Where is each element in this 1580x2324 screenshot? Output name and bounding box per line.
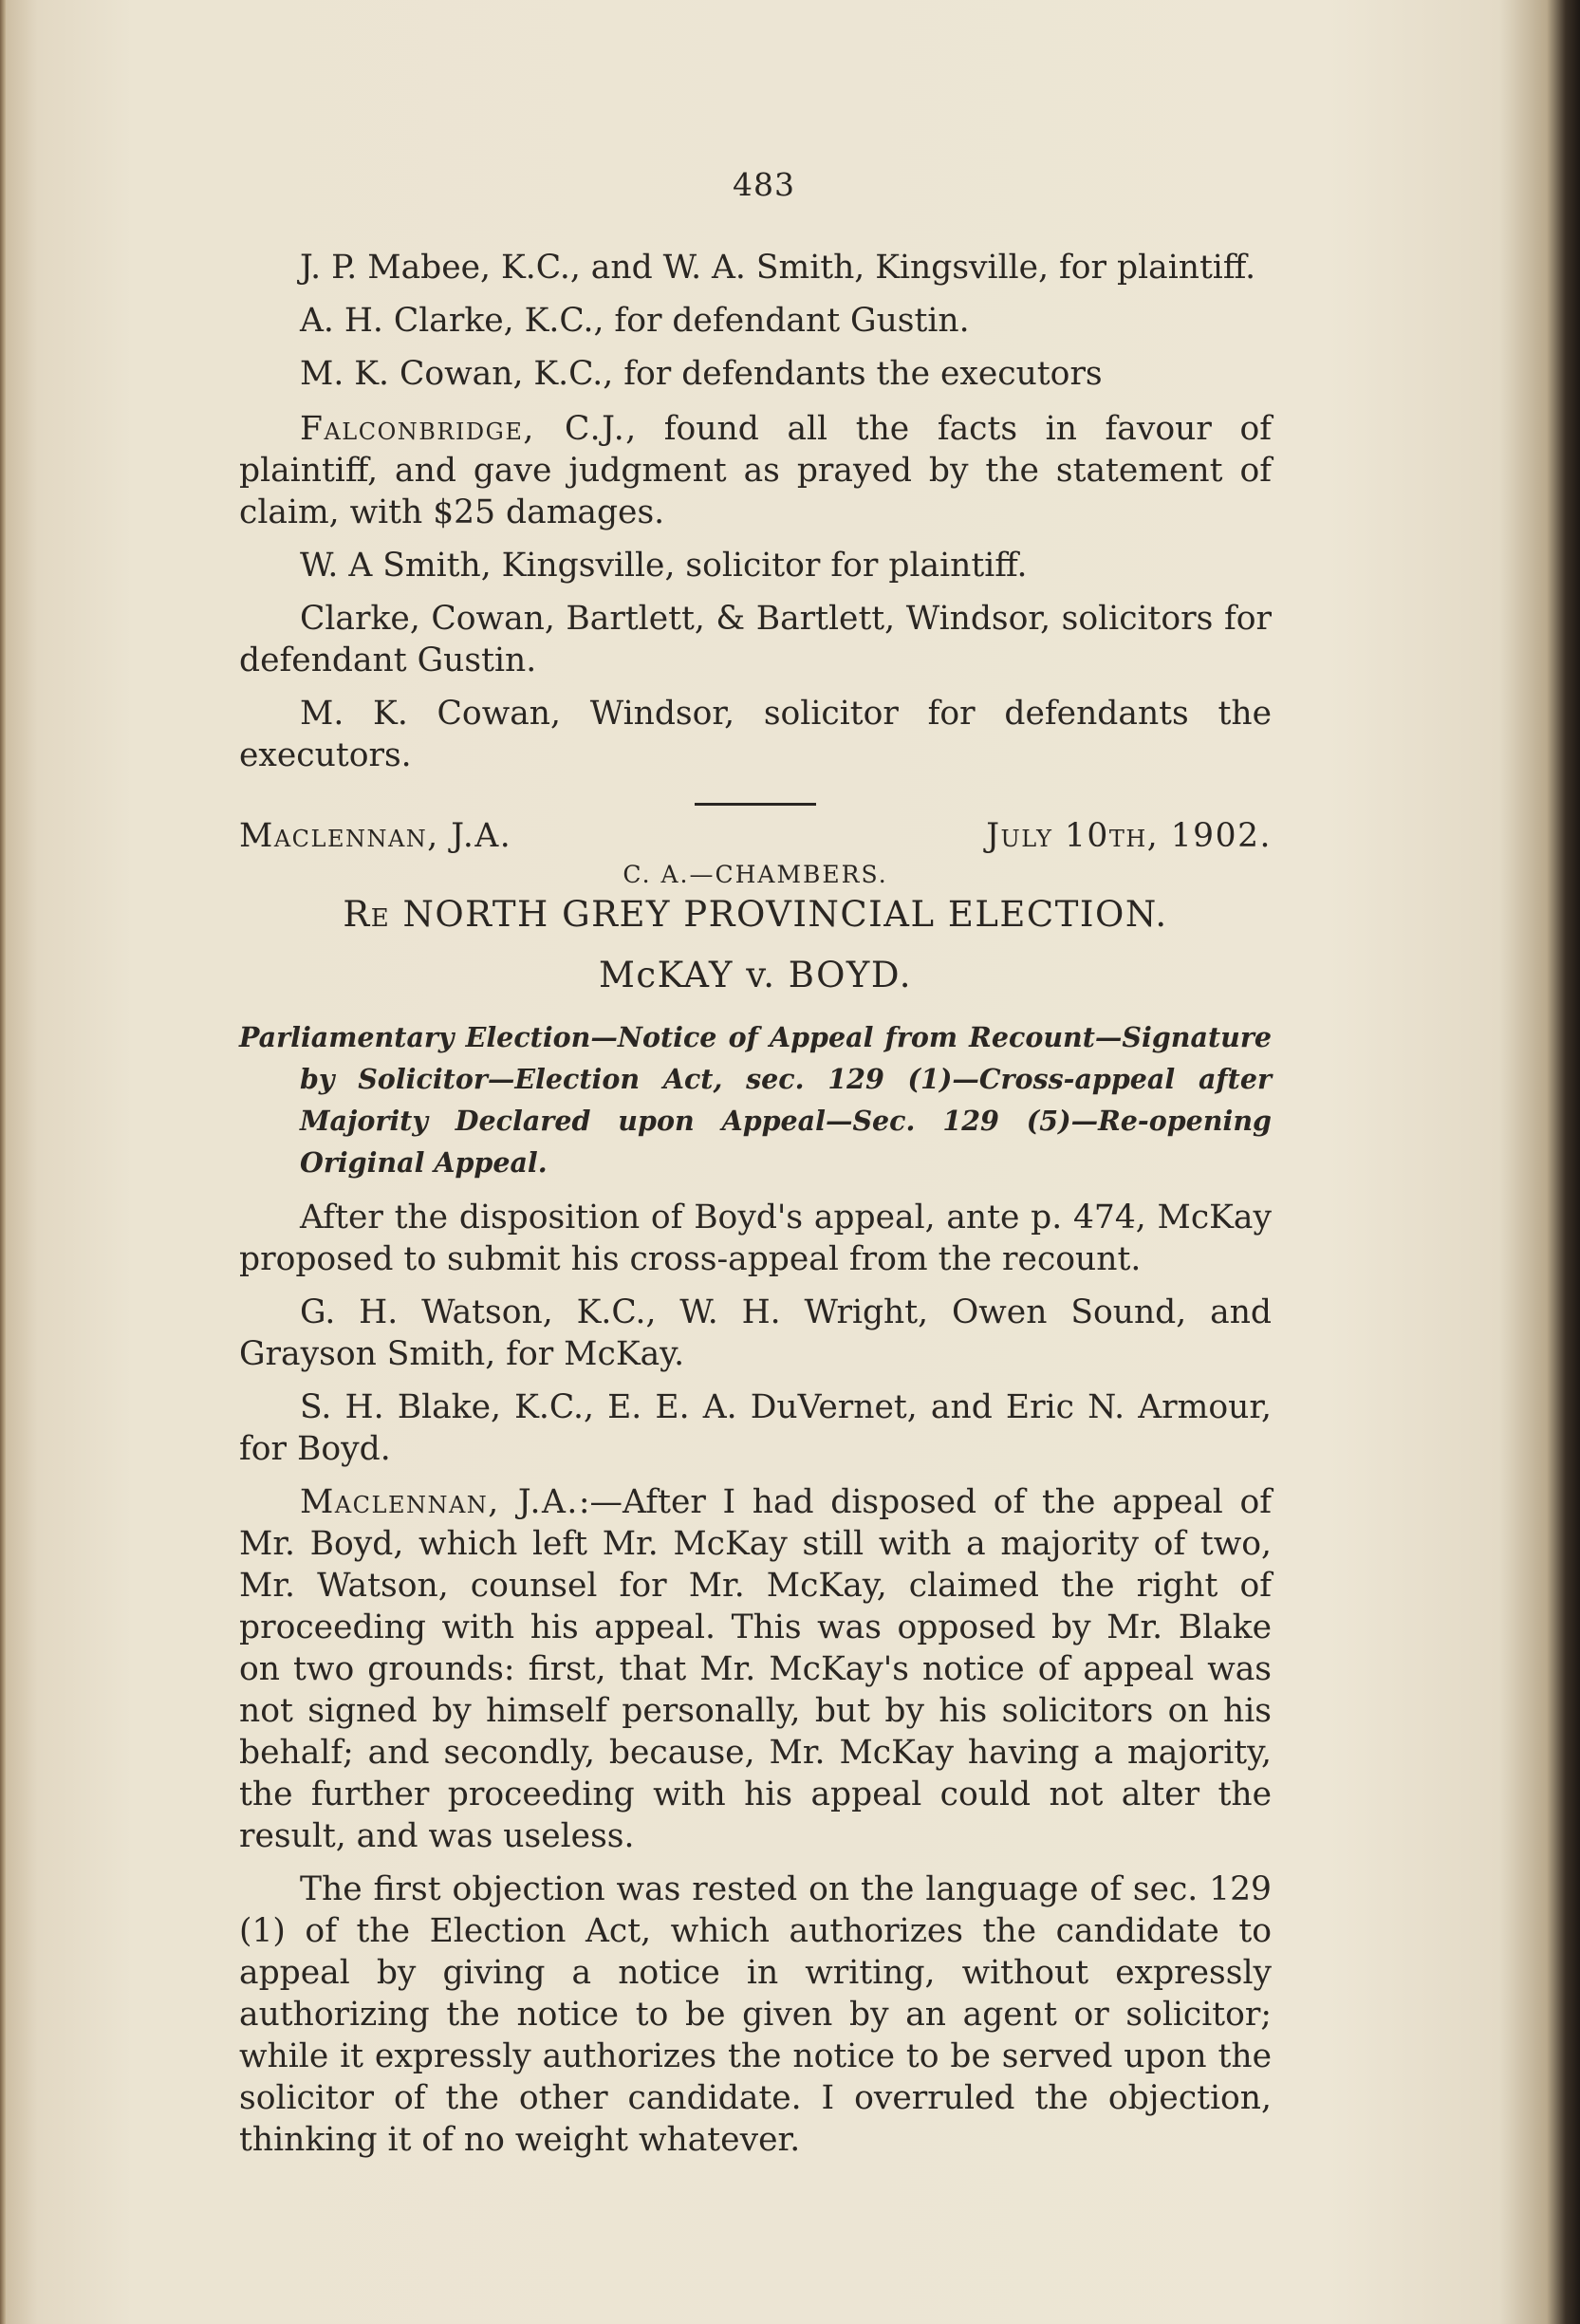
counsel-defendant-gustin: A. H. Clarke, K.C., for defendant Gustin.	[300, 302, 970, 340]
case-judge: Maclennan, J.A.	[239, 817, 512, 855]
section-divider	[695, 803, 816, 806]
case-title-text: NORTH GREY PROVINCIAL ELECTION.	[390, 894, 1168, 935]
counsel-boyd: S. H. Blake, K.C., E. E. A. DuVernet, and Eric N. Armour, for Boyd.	[239, 1388, 1272, 1468]
ruling-judge: Falconbridge, C.J.	[300, 410, 626, 448]
solicitor-plaintiff: W. A Smith, Kingsville, solicitor for plaintiff.	[300, 547, 1028, 585]
intro-paragraph: After the disposition of Boyd's appeal, ante p. 474, McKay proposed to submit his cross-appeal from the recount.	[239, 1199, 1272, 1278]
solicitor-defendants-executors: M. K. Cowan, Windsor, solicitor for defendants the executors.	[239, 695, 1272, 774]
case-title-prefix: Re	[343, 894, 391, 935]
judgment-paragraph	[239, 1481, 1272, 1857]
page-number: 483	[733, 166, 795, 203]
page-edge	[0, 0, 6, 2324]
case-parties: McKAY v. BOYD.	[599, 955, 912, 995]
counsel-plaintiff: J. P. Mabee, K.C., and W. A. Smith, Kingsville, for plaintiff.	[300, 249, 1256, 287]
objection-paragraph: The first objection was rested on the language of sec. 129 (1) of the Election Act, which authorizes the candidate to appeal by giving a notice in writing, without expressly authorizing the notice to be given by an agent or solicitor; while it expressly authorizes the notice to be served upon the solicitor of the other candidate. I overruled the objection, thinking it of no weight whatever.	[239, 1870, 1272, 2159]
headnote: Parliamentary Election—Notice of Appeal from Recount—Signature by Solicitor—Election Act, sec. 129 (1)—Cross-appeal after Majority Declared upon Appeal—Sec. 129 (5)—Re-opening Original Appeal.	[239, 1021, 1272, 1179]
judgment-text: :—After I had disposed of the appeal of Mr. Boyd, which left Mr. McKay still with a majority of two, Mr. Watson, counsel for Mr. McKay, claimed the right of proceeding with his appeal. This was opposed by Mr. Blake on two grounds: first, that Mr. McKay's notice of appeal was not signed by himself personally, but by his solicitors on his behalf; and secondly, because, Mr. McKay having a majority, the further proceeding with his appeal could not alter the result, and was useless.	[239, 1483, 1272, 1855]
court-designation: C. A.—CHAMBERS.	[623, 861, 888, 888]
case-date: July 10th, 1902.	[986, 817, 1272, 855]
counsel-defendants-executors: M. K. Cowan, K.C., for defendants the executors	[300, 355, 1103, 393]
page-body	[239, 247, 1272, 2161]
ruling-text: , found all the facts in favour of plaintiff, and gave judgment as prayed by the statement of claim, with $25 damages.	[239, 410, 1272, 531]
case-caption-row	[239, 815, 1272, 857]
case-title	[239, 891, 1272, 939]
ruling-paragraph	[239, 408, 1272, 533]
judgment-judge: Maclennan, J.A.	[300, 1483, 579, 1521]
solicitor-defendant-gustin: Clarke, Cowan, Bartlett, & Bartlett, Windsor, solicitors for defendant Gustin.	[239, 600, 1272, 679]
counsel-mckay: G. H. Watson, K.C., W. H. Wright, Owen Sound, and Grayson Smith, for McKay.	[239, 1293, 1272, 1373]
